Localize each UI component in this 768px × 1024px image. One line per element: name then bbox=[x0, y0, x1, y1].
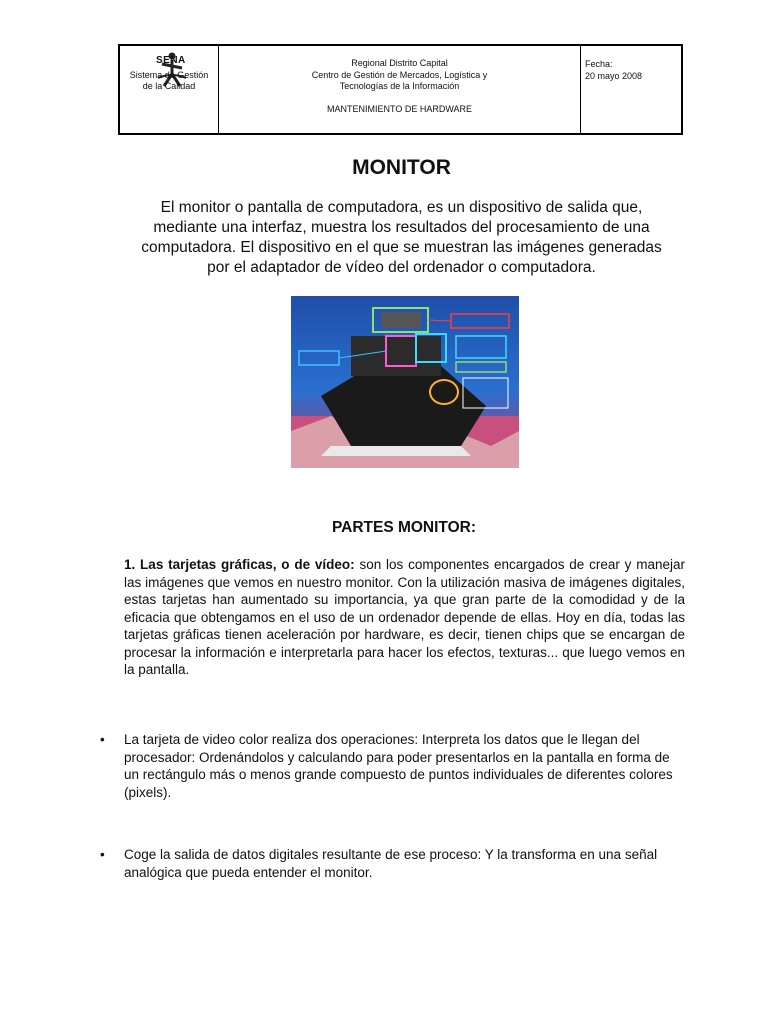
bullet-text: Coge la salida de datos digitales resultante de ese proceso: Y la transforma en una señal analógica que pueda entender el monitor. bbox=[124, 847, 658, 880]
graphics-card-text: son los componentes encargados de crear y manejar las imágenes que vemos en nuestro monitor. Con la utilización masiva de imágenes digitales, estas tarjetas han aumentado su importancia, ya que gran parte de la comodidad y de la eficacia que obtengamos en el uso de un ordenador depende de ellas. Hoy en día, todas las tarjetas gráficas tienen aceleración por hardware, es decir, tienen chips que se encargan de procesar la información e interpretarla para hacer los efectos, texturas... que luego vemos en la pantalla. bbox=[124, 557, 685, 677]
bullet-icon: • bbox=[100, 847, 105, 862]
quality-line-1: Sistema de Gestión bbox=[129, 70, 209, 80]
date-cell bbox=[581, 46, 681, 133]
bullet-text: La tarjeta de video color realiza dos operaciones: Interpreta los datos que le llegan del procesador: Ordenándolos y calculando para poder presentarlos en la pantalla en forma de un rectángulo más o menos grande compuesto de puntos individuales de diferentes colores (pixels). bbox=[124, 732, 673, 800]
date-label: Fecha: bbox=[585, 59, 613, 69]
graphics-card-heading: 1. Las tarjetas gráficas, o de vídeo: bbox=[124, 557, 355, 572]
bullet-list-1 bbox=[100, 731, 685, 801]
document-header bbox=[118, 44, 683, 135]
bullet-icon: • bbox=[100, 732, 105, 747]
header-tecnologias: Tecnologías de la Información bbox=[339, 81, 460, 91]
section-title: PARTES MONITOR: bbox=[331, 519, 477, 536]
list-item bbox=[100, 731, 685, 801]
header-center-cell bbox=[219, 46, 581, 133]
list-item bbox=[100, 846, 685, 881]
header-course-title: MANTENIMIENTO DE HARDWARE bbox=[326, 103, 472, 114]
bullet-list-2 bbox=[100, 846, 685, 881]
header-regional: Regional Distrito Capital bbox=[351, 58, 448, 68]
monitor-diagram-photo bbox=[291, 296, 519, 468]
page-title: MONITOR bbox=[352, 156, 451, 179]
date-value: 20 mayo 2008 bbox=[585, 71, 643, 81]
sena-brand-text: SENA bbox=[156, 55, 186, 66]
intro-paragraph: El monitor o pantalla de computadora, es un dispositivo de salida que, mediante una interfaz, muestra los resultados del procesamiento de una computadora. El dispositivo en el que se muestran las imágenes generadas por el adaptador de vídeo del ordenador o computadora. bbox=[141, 199, 662, 276]
header-centro: Centro de Gestión de Mercados, Logística y bbox=[311, 69, 488, 80]
logo-cell bbox=[120, 46, 219, 133]
quality-line-2: de la Calidad bbox=[142, 81, 196, 91]
quality-system-label bbox=[120, 70, 218, 92]
graphics-card-paragraph bbox=[124, 556, 685, 679]
monitor-internals-image bbox=[291, 296, 519, 468]
